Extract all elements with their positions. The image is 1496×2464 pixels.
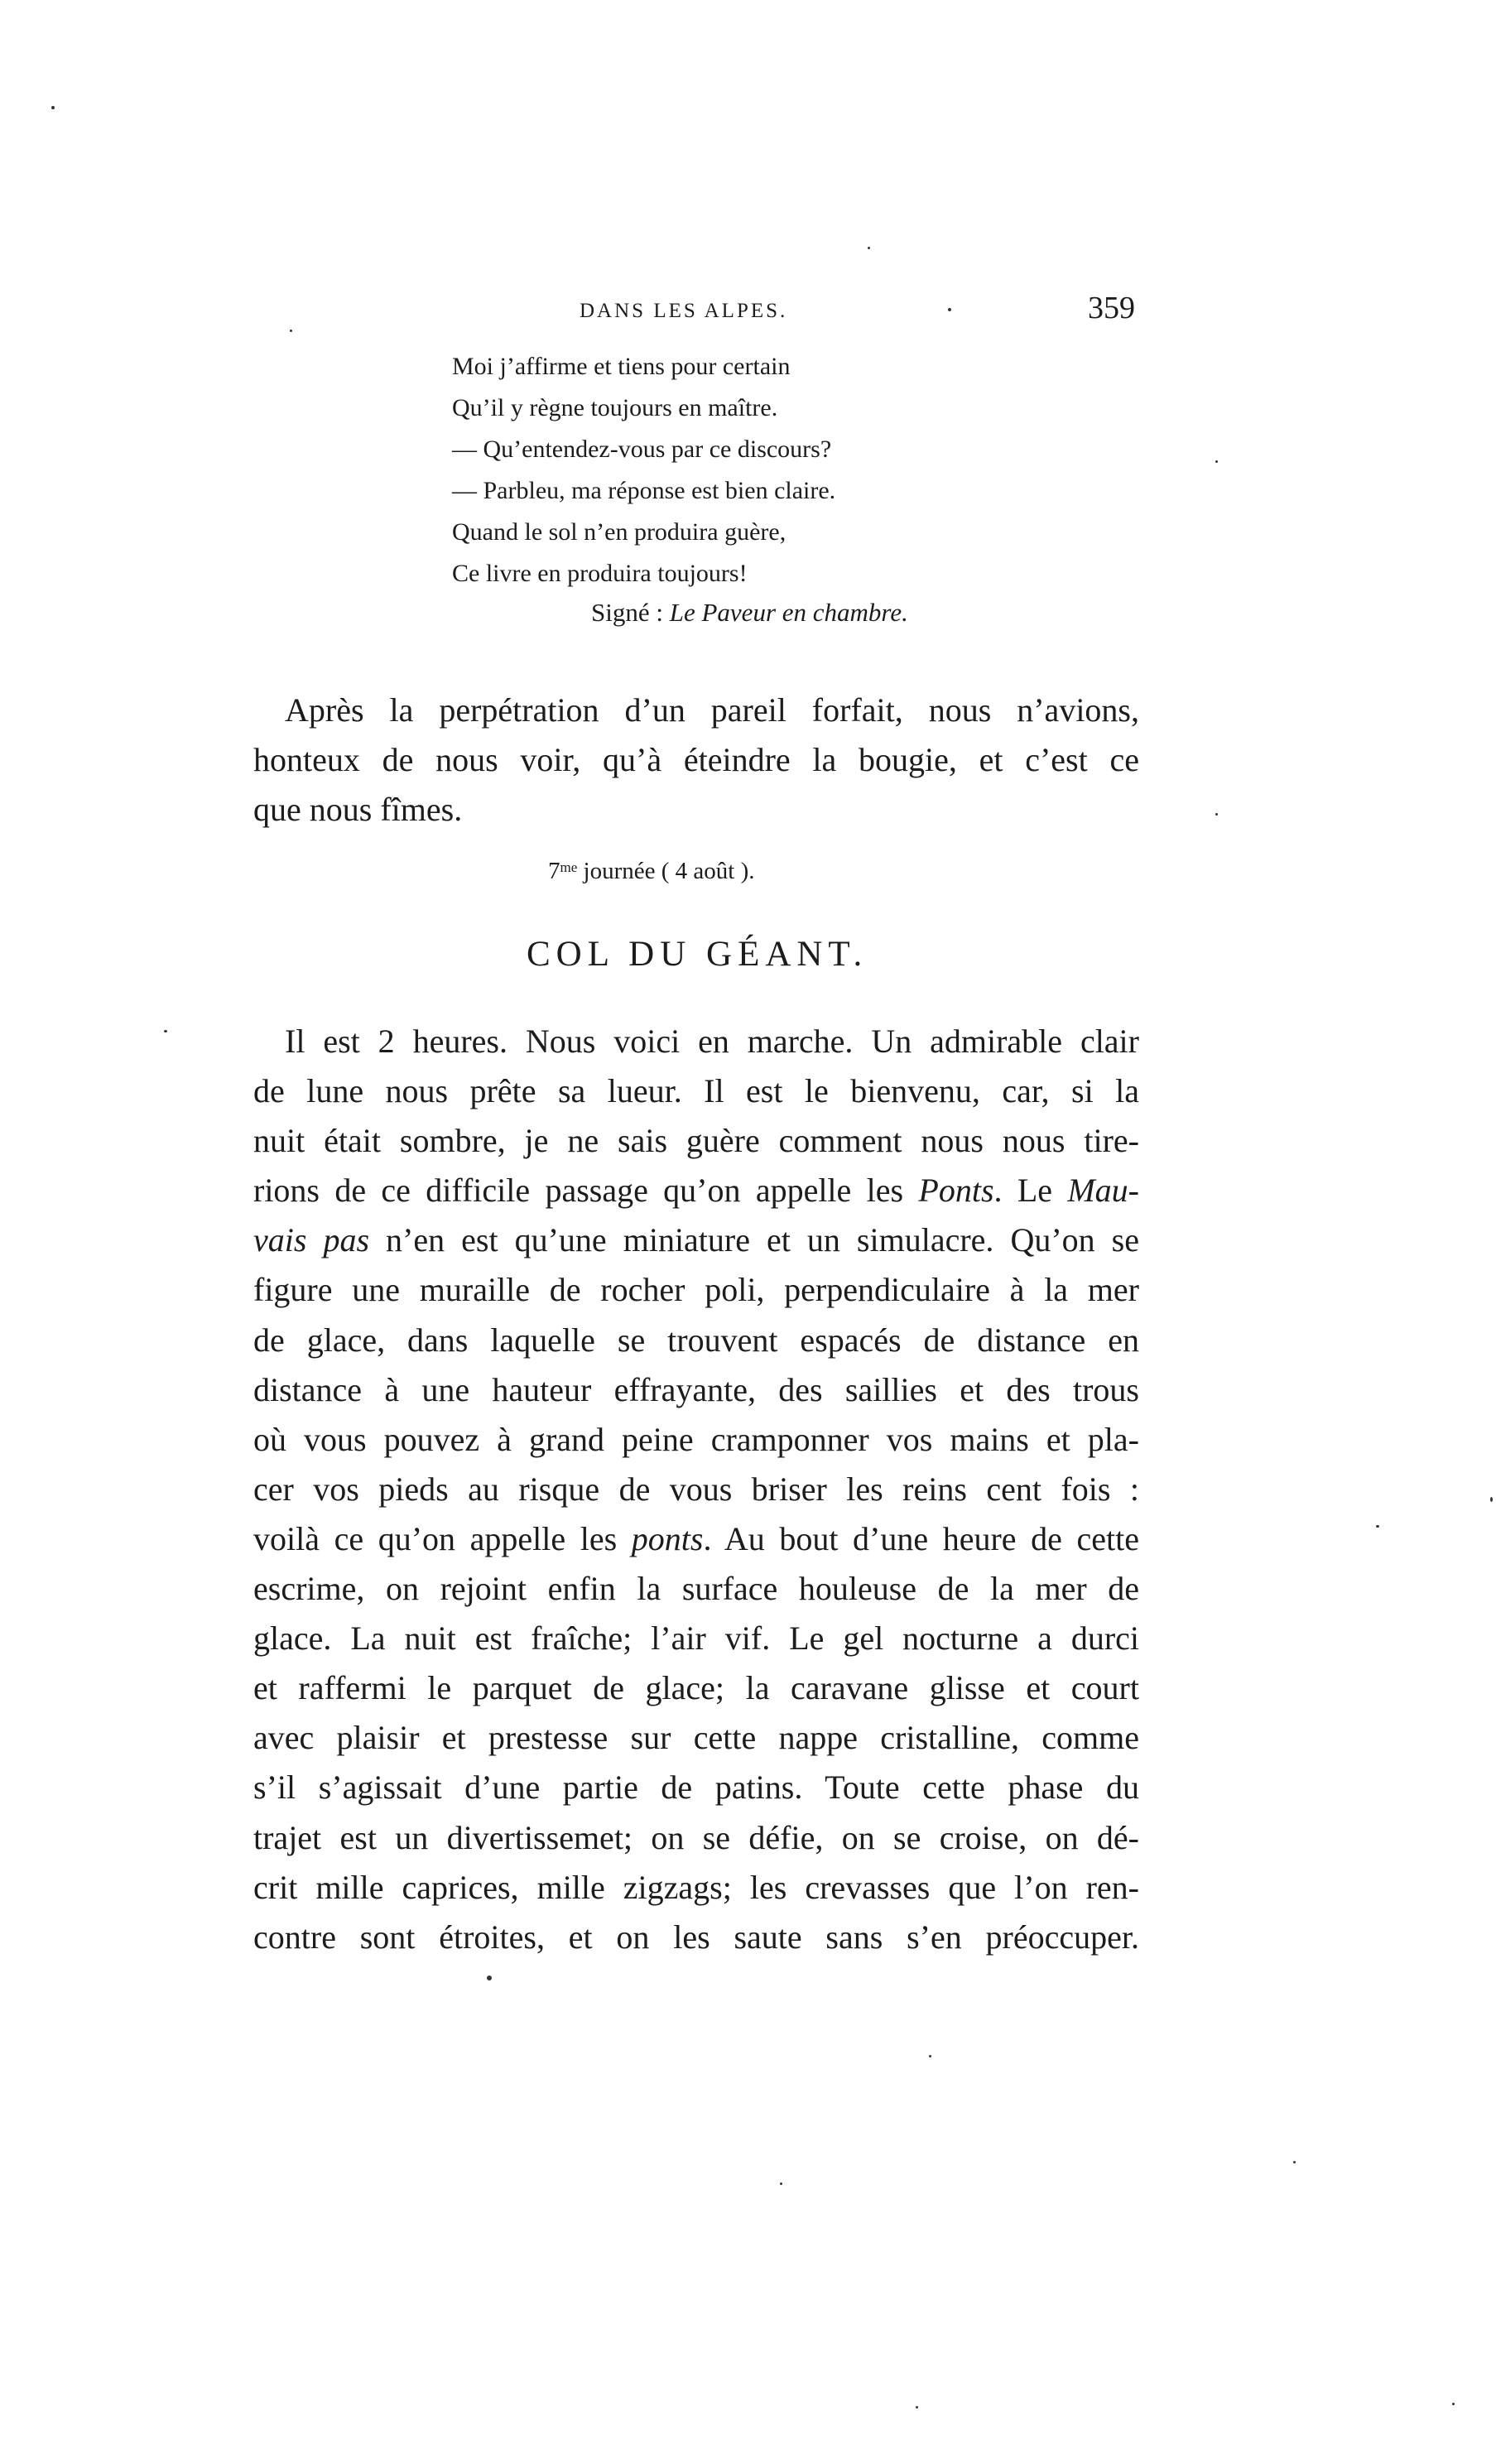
scan-speck: [929, 2055, 931, 2057]
scan-speck: [1215, 460, 1218, 463]
text-line: Après la perpétration d’un pareil forfait, nous n’avions,: [285, 691, 1139, 729]
poem-line: Qu’il y règne toujours en maître.: [452, 394, 778, 421]
date-number: 7: [548, 858, 560, 884]
scan-speck: [1452, 2403, 1455, 2405]
text-line: et raffermi le parquet de glace; la caravane glisse et court: [253, 1669, 1139, 1707]
section-title: COL DU GÉANT.: [527, 935, 868, 974]
italic-run: vais pas: [253, 1221, 370, 1259]
text-line: s’il s’agissait d’une partie de patins. Toute cette phase du: [253, 1769, 1139, 1807]
poem-line: Quand le sol n’en produira guère,: [452, 518, 786, 546]
text-run: voilà ce qu’on appelle les: [253, 1519, 632, 1557]
scan-speck: [290, 330, 292, 332]
date-suffix: me: [560, 859, 578, 875]
text-run: n’en est qu’une miniature et un simulacre. Qu’on se: [369, 1221, 1140, 1259]
italic-run: Ponts: [918, 1172, 994, 1210]
poem-signature: [591, 598, 908, 628]
italic-run: ponts: [631, 1519, 704, 1557]
text-line: contre sont étroites, et on les saute sans s’en préoccuper.: [253, 1918, 1139, 1956]
text-line: glace. La nuit est fraîche; l’air vif. Le gel nocturne a durci: [253, 1619, 1139, 1658]
scan-speck: [1376, 1525, 1379, 1528]
scan-speck: [1215, 813, 1218, 816]
text-line: que nous fîmes.: [253, 791, 463, 828]
scan-speck: [164, 1030, 167, 1032]
poem-line: Ce livre en produira toujours!: [452, 560, 748, 587]
scan-speck: [1490, 1497, 1493, 1502]
scan-speck: [51, 106, 55, 109]
text-line: distance à une hauteur effrayante, des saillies et des trous: [253, 1370, 1139, 1408]
signature-prefix: Signé :: [591, 598, 670, 627]
paragraph-1: [253, 686, 1139, 835]
text-run: rions de ce difficile passage qu’on appelle les: [253, 1172, 919, 1210]
poem-stanza: [452, 346, 835, 594]
poem-line: Moi j’affirme et tiens pour certain: [452, 353, 791, 380]
text-line: avec plaisir et prestesse sur cette nappe cristalline, comme: [253, 1719, 1139, 1757]
scan-speck: [916, 2406, 918, 2409]
text-line: escrime, on rejoint enfin la surface houleuse de la mer de: [253, 1570, 1139, 1608]
text-line: [253, 1514, 1139, 1564]
text-run: . Le: [993, 1172, 1068, 1210]
scan-speck: [1293, 2161, 1296, 2163]
poem-line: — Parbleu, ma réponse est bien claire.: [452, 477, 836, 504]
page-number: 359: [1088, 291, 1135, 325]
text-line: figure une muraille de rocher poli, perpendiculaire à la mer: [253, 1271, 1139, 1309]
text-line: de glace, dans laquelle se trouvent espacés de distance en: [253, 1321, 1139, 1359]
text-line: honteux de nous voir, qu’à éteindre la bougie, et c’est ce: [253, 741, 1139, 778]
scan-speck: [487, 1976, 492, 1980]
text-line: [253, 1215, 1139, 1265]
signature-name: Le Paveur en chambre.: [669, 598, 908, 627]
scan-speck: [868, 247, 870, 249]
running-title: DANS LES ALPES.: [580, 300, 788, 322]
paragraph-2: [253, 1017, 1139, 1962]
text-line: Il est 2 heures. Nous voici en marche. Un admirable clair: [285, 1023, 1139, 1060]
text-line: cer vos pieds au risque de vous briser les reins cent fois :: [253, 1470, 1139, 1508]
scan-speck: [948, 308, 951, 311]
poem-line: — Qu’entendez-vous par ce discours?: [452, 436, 832, 463]
italic-run: Mau-: [1067, 1172, 1139, 1210]
section-date: [548, 858, 754, 885]
text-line: où vous pouvez à grand peine cramponner vos mains et pla-: [253, 1420, 1139, 1458]
text-line: de lune nous prête sa lueur. Il est le bienvenu, car, si la: [253, 1072, 1139, 1110]
text-line: nuit était sombre, je ne sais guère comment nous nous tire-: [253, 1122, 1139, 1160]
text-line: [253, 1166, 1139, 1215]
text-line: trajet est un divertissemet; on se défie, on se croise, on dé-: [253, 1818, 1139, 1856]
text-line: crit mille caprices, mille zigzags; les crevasses que l’on ren-: [253, 1868, 1139, 1906]
scan-speck: [780, 2182, 782, 2185]
date-rest: journée ( 4 août ).: [577, 858, 755, 884]
text-run: . Au bout d’une heure de cette: [703, 1519, 1139, 1557]
